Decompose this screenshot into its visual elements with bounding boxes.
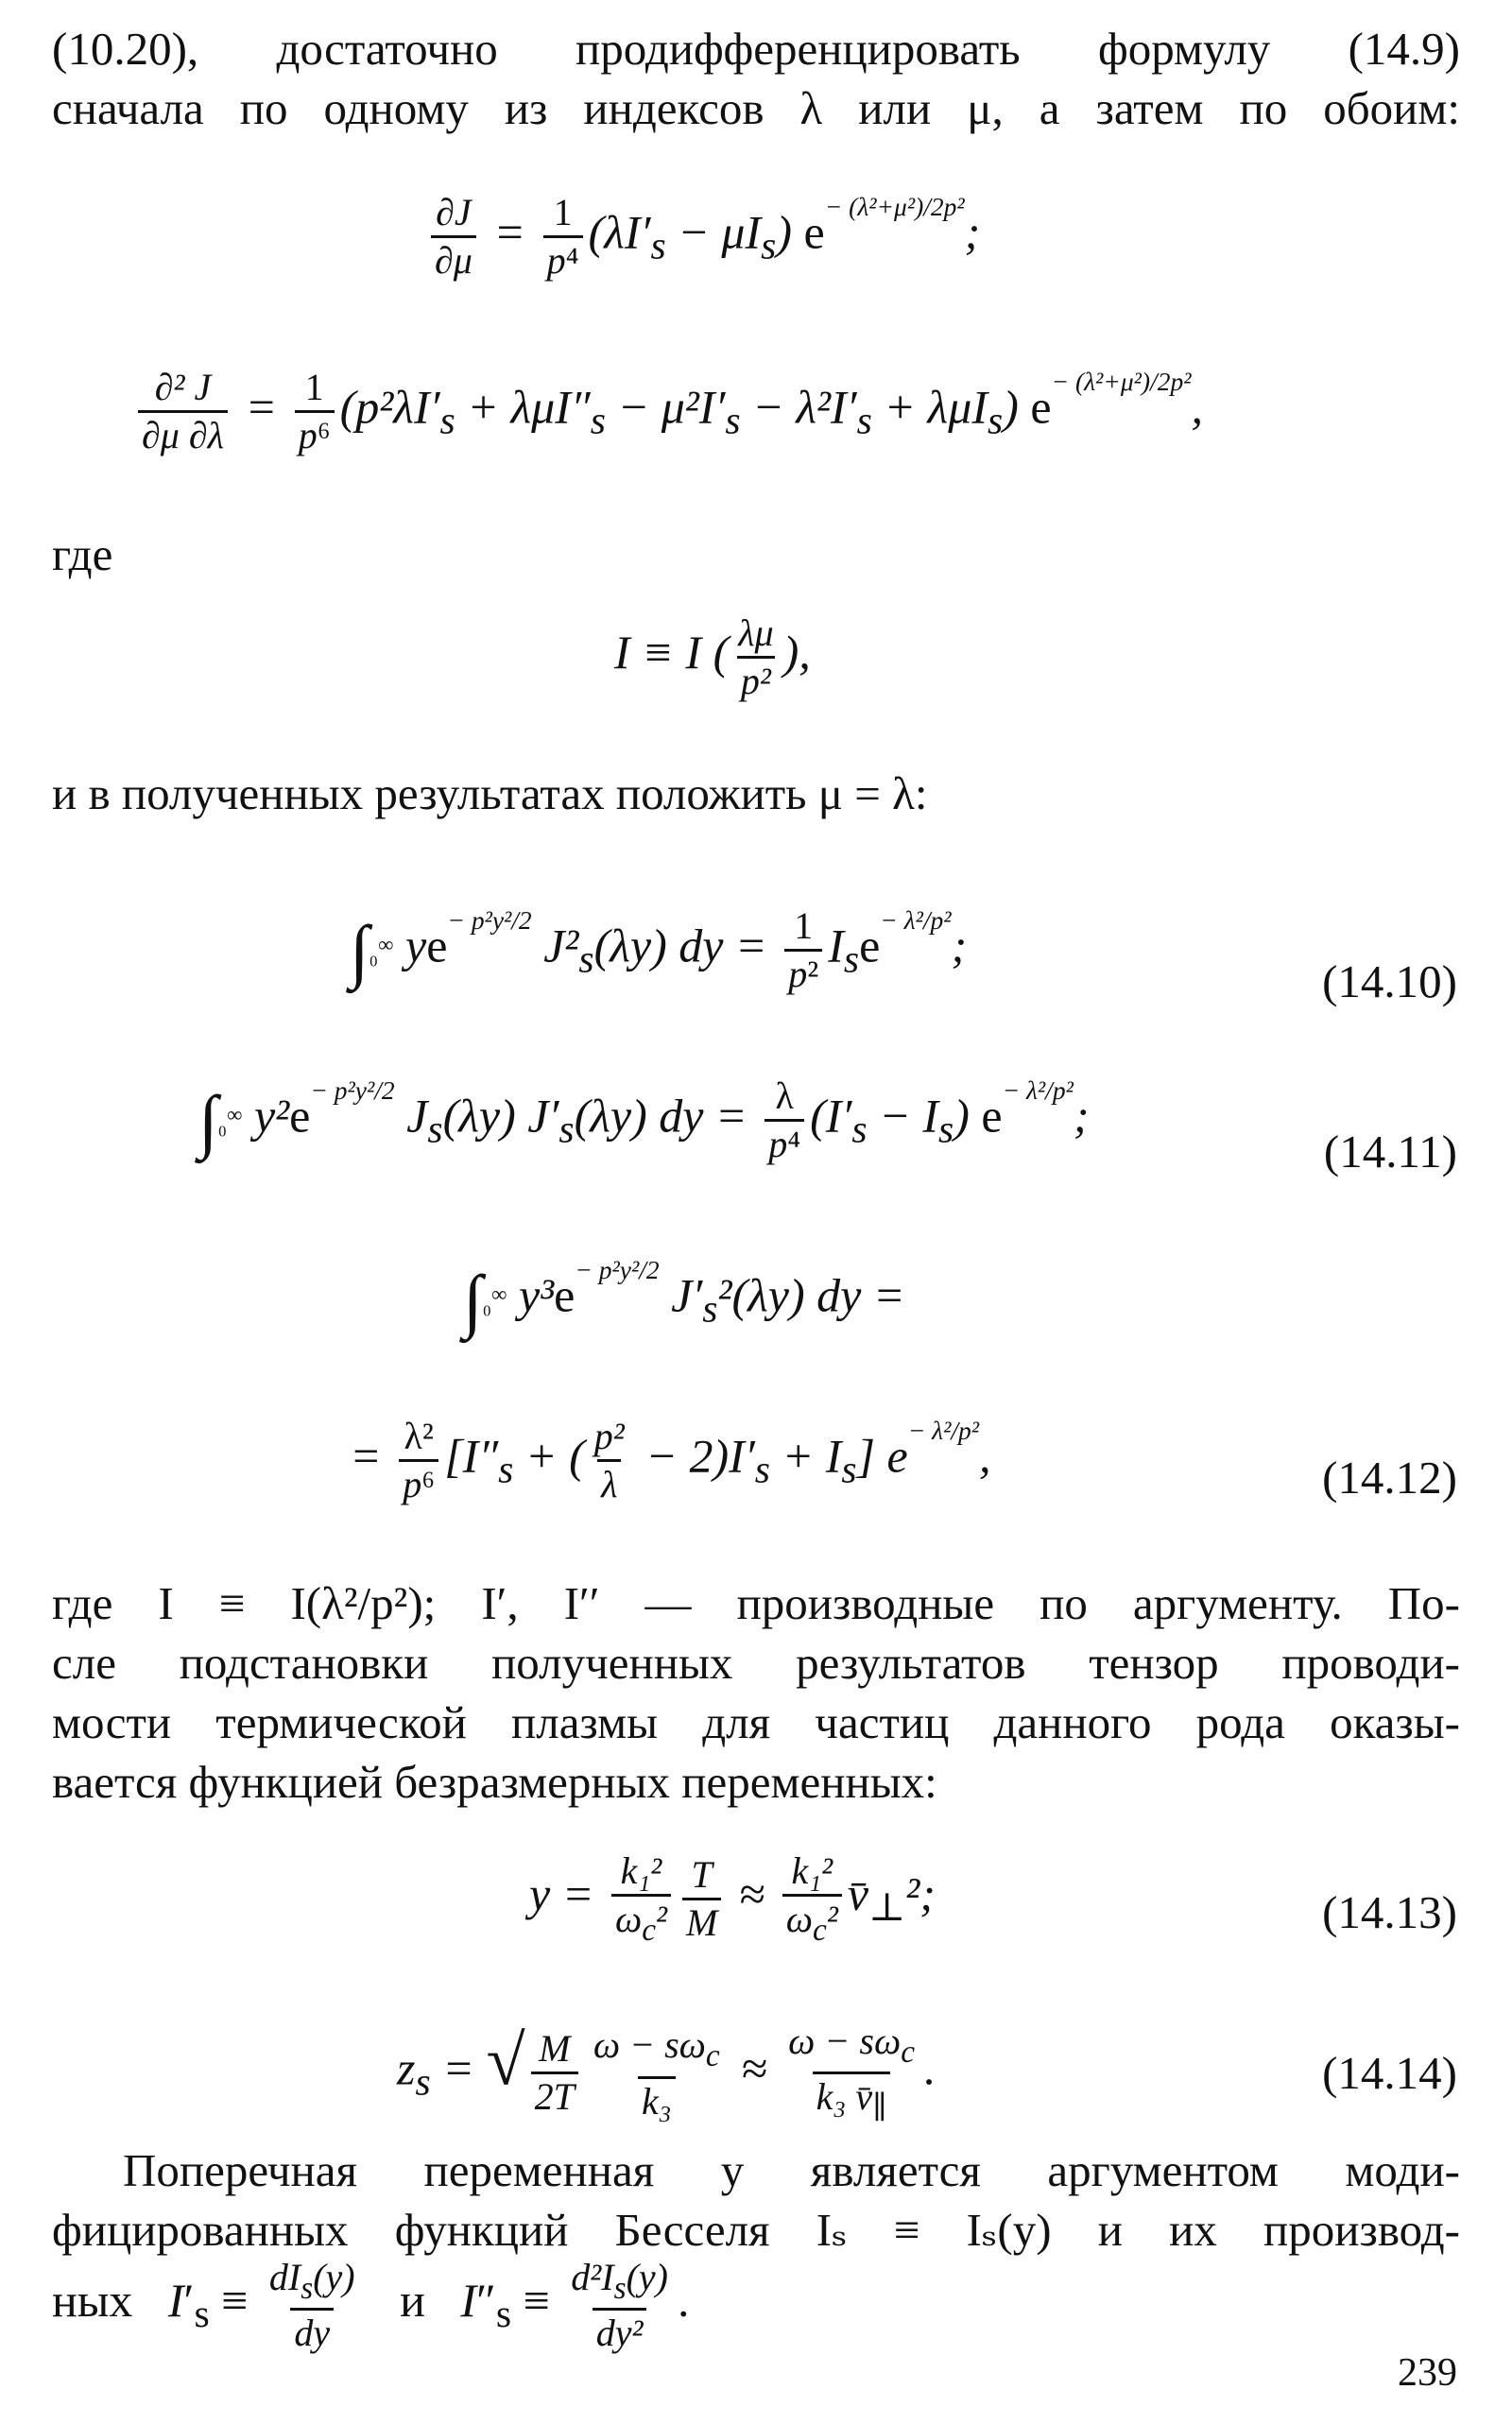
equation-number-14-14: (14.14)	[1322, 2047, 1457, 2099]
intro-line-1: (10.20), достаточно продифференцировать формулу (14.9)	[52, 23, 1460, 75]
set-mu-paragraph: и в полученных результатах положить μ = λ:	[52, 767, 928, 819]
equation-14-14: $z_s$ = √ $\frac{M}{2T}$ $\frac{\omega - s\omega_c}{\text{k₃}}$ ≈ $\frac{\omega - s\omega_c}{k_3 v̄_\parallel}$ .	[397, 2020, 936, 2126]
intro-paragraph	[52, 19, 1460, 138]
where-label-1: где	[52, 528, 113, 580]
derivatives-prefix: ных	[52, 2274, 133, 2328]
equation-14-11: ∫₀∞ $y^2e^{- p^2y^2/2}$ $J_s(\lambda y)$ $J'_s(\lambda y)$ dy = $\frac{\lambda}{\text{p⁴}}$ $(I'_s - I_s)$ $e^{- \lambda^2/p^2}$;	[198, 1074, 1090, 1166]
after-line-1: где I ≡ I(λ²/p²); I′, I′′ — производные по аргументу. По-	[52, 1577, 1460, 1629]
page-number: 239	[1398, 2351, 1457, 2395]
transverse-line-1: Поперечная переменная y является аргументом моди-	[123, 2144, 1460, 2196]
intro-line-2: сначала по одному из индексов λ или μ, а затем по обоим:	[52, 82, 1460, 134]
equation-14-10: ∫₀∞ $ye^{- p^2y^2/2}$ $J^2_s(\lambda y)$ dy = $\frac{1}{\text{p²}}$ $I_se^{- \lambda^2/p^2}$;	[350, 904, 968, 996]
transverse-line-2: фицированных функций Бесселя Iₛ ≡ Iₛ(y) и их производ-	[52, 2204, 1460, 2256]
equation-number-14-10: (14.10)	[1322, 955, 1457, 1007]
equation-dJ-dmu: $\frac{\partial J}{\partial\mu}$ = $\frac{1}{\text{p⁴}}$ $(\lambda I'_s - \mu I_s)$ $e^{- (\lambda^2+\mu^2)/2p^2}$;	[425, 194, 980, 280]
equation-14-12-line-2: = $\frac{\text{λ²}}{\text{p⁶}}$ [$I''_s$ + ( $\frac{\text{p²}}{\lambda}$ − $2)I'_s + I_s$] $e^{- \lambda^2/p^2}$,	[350, 1415, 991, 1506]
derivatives-line: ных $I'_s$ ≡ $\frac{dI_s(y)}{dy}$ и $I''_s$ ≡ $\frac{d^2I_s(y)}{\text{dy²}}$ .	[52, 2256, 690, 2355]
transverse-paragraph	[52, 2140, 1460, 2260]
equation-14-12-line-1: ∫₀∞ $y^3e^{- p^2y^2/2}$ $J'_s^2(\lambda y)$ dy =	[463, 1255, 905, 1340]
after-paragraph	[52, 1573, 1460, 1812]
equation-d2J: $\frac{\text{∂² J}}{\partial\mu \partial\lambda}$ = $\frac{1}{\text{p⁶}}$ $(p^2\lambda I'_s + \lambda\mu I''_s - \mu^2I'_s - \lambda^2I'_s + \lambda\mu I_s)$ $e^{- (\lambda^2+\mu^2)/2p^2}$,	[132, 369, 1203, 455]
equation-I-definition: I ≡ I ( $\frac{\lambda\mu}{\text{p²}}$ ),	[614, 611, 811, 702]
after-line-2: сле подстановки полученных результатов тензор проводи-	[52, 1637, 1460, 1689]
equation-14-13: y = $\frac{\text{k₁²}}{\omega_c^2}$ $\frac{T}{M}$ ≈ $\frac{\text{k₁²}}{\omega_c^2}$ $v̄_\perp^2$;	[529, 1849, 936, 1948]
equation-number-14-11: (14.11)	[1323, 1126, 1457, 1178]
after-line-3: мости термической плазмы для частиц данного рода оказы-	[52, 1696, 1460, 1748]
after-line-4: вается функцией безразмерных переменных:	[52, 1756, 937, 1808]
equation-number-14-12: (14.12)	[1322, 1452, 1457, 1504]
equation-number-14-13: (14.13)	[1322, 1886, 1457, 1938]
derivatives-and: и	[400, 2274, 425, 2328]
